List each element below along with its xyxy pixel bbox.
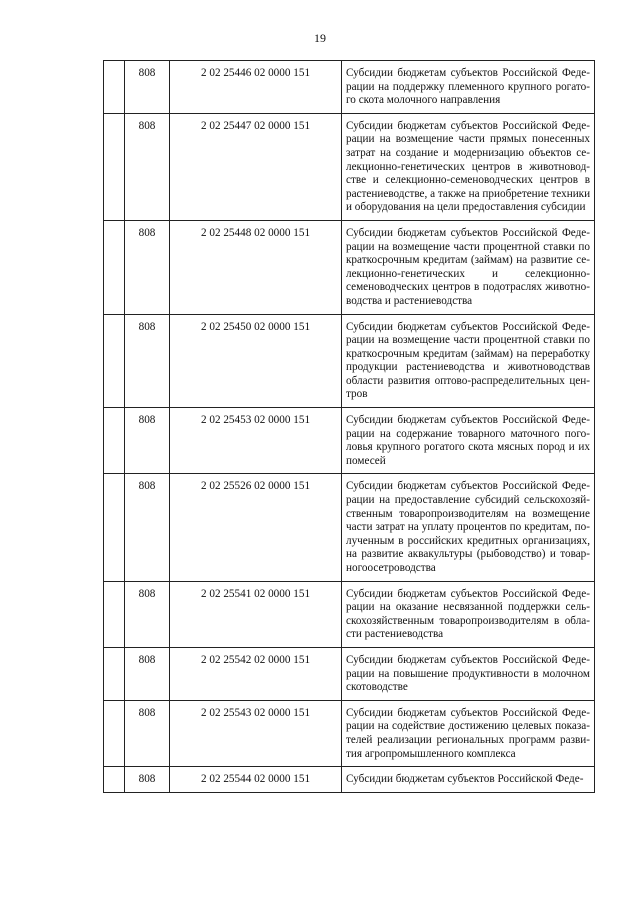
description-cell [342,700,595,766]
empty-cell [104,113,125,220]
admin-code-cell: 808 [125,408,170,474]
empty-cell [104,581,125,647]
revenue-code-cell: 2 02 25450 02 0000 151 [170,314,342,408]
description-cell [342,581,595,647]
description-cell [342,220,595,314]
table-row [104,61,595,114]
description-line: ногоосетроводства [346,562,436,574]
table-row [104,220,595,314]
description-line: го скота молочного направления [346,94,501,107]
admin-code-cell: 808 [125,314,170,408]
description-line: лученным в российских кредитных организациях, [346,534,590,547]
description-line: рации на повышение продуктивности в молочном [346,667,590,680]
description-line: помесей [346,454,386,467]
description-cell [342,767,595,793]
budget-classification-table [103,60,595,793]
revenue-code-cell: 2 02 25542 02 0000 151 [170,647,342,700]
description-line: лекционно-генетических и селекционно- [346,267,590,280]
description-line: лекционно-генетических центров в животновод- [346,160,590,173]
description-line: и оборудования на цели предоставления субсидии [346,201,586,214]
table-row [104,474,595,581]
description-cell [342,113,595,220]
admin-code-cell: 808 [125,767,170,793]
table-row [104,581,595,647]
table-row [104,700,595,766]
revenue-code-cell: 2 02 25446 02 0000 151 [170,61,342,114]
description-line: тия агропромышленного комплекса [346,747,516,760]
admin-code-cell: 808 [125,61,170,114]
empty-cell [104,767,125,793]
description-line: скохозяйственным товаропроизводителям в обла- [346,614,590,627]
description-line: скотоводстве [346,681,408,694]
description-line: краткосрочным кредитам (займам) на развитие се- [346,254,590,267]
description-line: стве и селекционно-семеноводческих центров в [346,174,590,187]
revenue-code-cell: 2 02 25526 02 0000 151 [170,474,342,581]
admin-code-cell: 808 [125,113,170,220]
description-line: Субсидии бюджетам субъектов Российской Феде- [346,706,590,719]
description-line: сти растениеводства [346,628,444,641]
description-cell [342,647,595,700]
description-line: рации на возмещение части прямых понесенных [346,133,590,146]
table-row [104,767,595,793]
empty-cell [104,700,125,766]
description-line: Субсидии бюджетам субъектов Российской Феде- [346,414,590,427]
description-cell [342,61,595,114]
description-line: рации на содействие достижению целевых показа- [346,720,590,733]
description-line: рации на возмещение части процентной ставки по [346,240,590,253]
description-line: Субсидии бюджетам субъектов Российской Феде- [346,653,590,666]
empty-cell [104,408,125,474]
description-line: рации на содержание товарного маточного пого- [346,427,590,440]
empty-cell [104,647,125,700]
description-line: рации на оказание несвязанной поддержки сель- [346,601,590,614]
table-row [104,647,595,700]
admin-code-cell: 808 [125,474,170,581]
description-line: затрат на создание и модернизацию объектов се- [346,146,590,159]
empty-cell [104,61,125,114]
page-number: 19 [314,31,326,45]
revenue-code-cell: 2 02 25544 02 0000 151 [170,767,342,793]
description-line: Субсидии бюджетам субъектов Российской Феде- [346,320,590,333]
table-row [104,314,595,408]
description-line: ловья крупного рогатого скота мясных пород и их [346,441,590,454]
revenue-code-cell: 2 02 25541 02 0000 151 [170,581,342,647]
description-line: Субсидии бюджетам субъектов Российской Феде- [346,119,590,132]
revenue-code-cell: 2 02 25448 02 0000 151 [170,220,342,314]
empty-cell [104,220,125,314]
description-line: водства и растениеводства [346,294,473,307]
description-line: телей реализации региональных программ разви- [346,733,590,746]
description-line: Субсидии бюджетам субъектов Российской Феде- [346,67,590,79]
admin-code-cell: 808 [125,700,170,766]
description-line: Субсидии бюджетам субъектов Российской Феде- [346,226,590,239]
revenue-code-cell: 2 02 25543 02 0000 151 [170,700,342,766]
description-line: области развития оптово-распределительных цен- [346,374,590,387]
description-line: растениеводстве, а также на приобретение техники [346,187,591,200]
description-line: рации на возмещение части процентной ставки по [346,334,590,347]
revenue-code-cell: 2 02 25453 02 0000 151 [170,408,342,474]
table-row [104,408,595,474]
description-line: ственным товаропроизводителям на возмещение [346,507,590,520]
description-line: рации на предоставление субсидий сельскохозяй- [346,494,590,507]
revenue-code-cell: 2 02 25447 02 0000 151 [170,113,342,220]
description-cell [342,314,595,408]
description-line: Субсидии бюджетам субъектов Российской Феде- [346,480,590,493]
table-body [104,61,595,793]
table-row [104,113,595,220]
description-line: продукции растениеводства и животноводствав [346,361,590,374]
description-line: Субсидии бюджетам субъектов Российской Феде- [346,587,590,600]
description-cell [342,408,595,474]
description-cell [342,474,595,581]
description-line: на развитие аквакультуры (рыбоводство) и товар- [346,548,590,561]
description-line: краткосрочным кредитам (займам) на переработку [346,347,590,360]
description-line: тров [346,388,368,401]
empty-cell [104,474,125,581]
admin-code-cell: 808 [125,647,170,700]
admin-code-cell: 808 [125,220,170,314]
empty-cell [104,314,125,408]
description-line: рации на поддержку племенного крупного рогато- [346,80,590,93]
admin-code-cell: 808 [125,581,170,647]
description-line: семеноводческих центров в подотраслях животно- [346,281,590,294]
description-line: части затрат на уплату процентов по кредитам, по- [346,521,590,534]
description-line: Субсидии бюджетам субъектов Российской Феде- [346,773,584,786]
